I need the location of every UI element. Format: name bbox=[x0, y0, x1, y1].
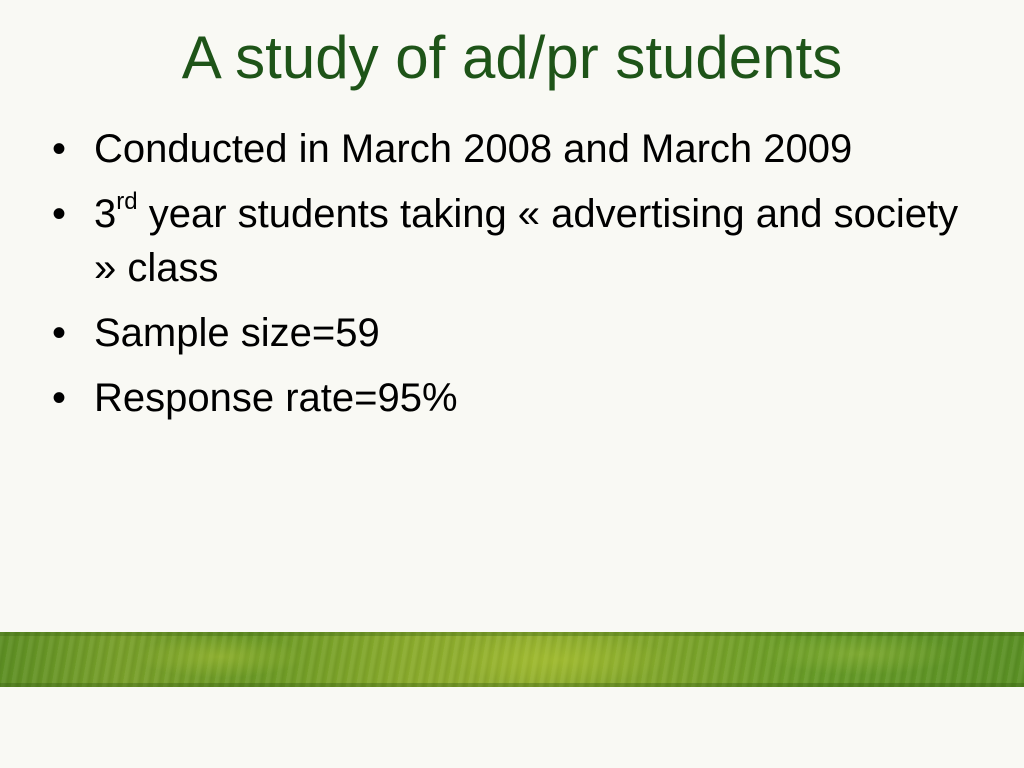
bullet-marker: • bbox=[52, 127, 67, 171]
bullet-text: Response rate=95% bbox=[94, 376, 458, 420]
bullet-item bbox=[52, 371, 982, 425]
bullet-prefix: 3 bbox=[94, 192, 117, 236]
band-bottom-edge bbox=[0, 683, 1024, 687]
bullet-text: Sample size=59 bbox=[94, 311, 380, 355]
bullet-list bbox=[52, 122, 982, 436]
band-top-edge bbox=[0, 632, 1024, 636]
bullet-text: year students taking « advertising and society » class bbox=[94, 192, 959, 290]
bullet-marker: • bbox=[52, 376, 67, 420]
decorative-green-band bbox=[0, 632, 1024, 687]
slide-title: A study of ad/pr students bbox=[181, 24, 843, 91]
bullet-item bbox=[52, 187, 982, 295]
bullet-item bbox=[52, 122, 982, 176]
bullet-superscript: rd bbox=[116, 188, 138, 215]
bullet-marker: • bbox=[52, 311, 67, 355]
bullet-text: Conducted in March 2008 and March 2009 bbox=[94, 127, 853, 171]
bullet-marker: • bbox=[52, 192, 67, 236]
bullet-item bbox=[52, 306, 982, 360]
